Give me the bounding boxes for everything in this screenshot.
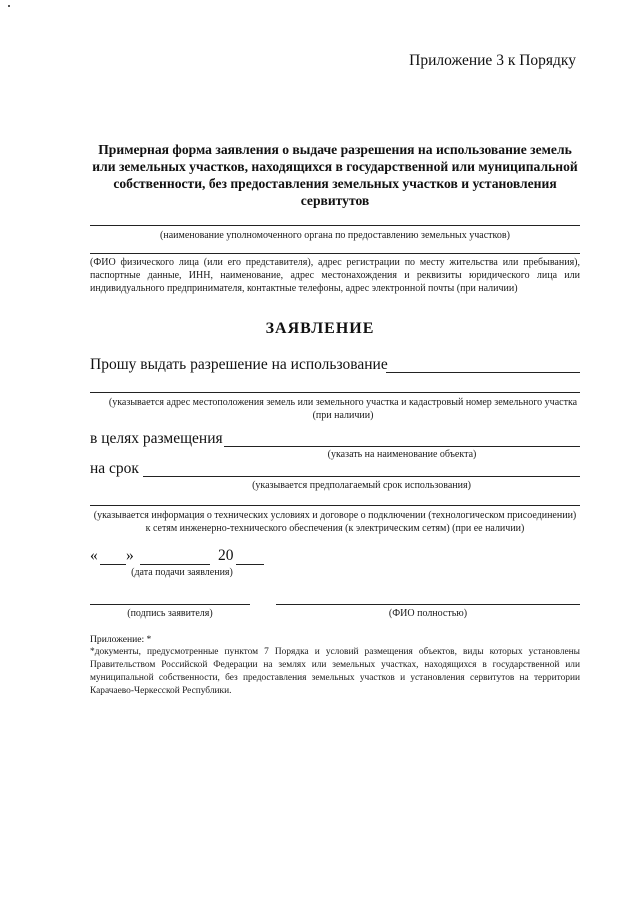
purpose-input-line[interactable] <box>224 446 580 447</box>
annex-note: *документы, предусмотренные пунктом 7 Порядка и условий размещения объектов, виды которых установлены Правительством Российской Федерации на землях или земельных участках, находящихся в государственной или муниципальной собственности, без предоставления земельных участков и установления сервитутов на территории Карачаево-Черкесской Республики. <box>90 647 580 696</box>
date-close-quote: » <box>126 547 134 564</box>
fio-caption: (ФИО полностью) <box>388 608 468 619</box>
applicant-line[interactable] <box>90 253 580 254</box>
signature-line[interactable] <box>90 604 250 605</box>
date-year-line[interactable] <box>236 564 264 565</box>
term-input-line[interactable] <box>143 476 580 477</box>
signature-caption: (подпись заявителя) <box>127 608 213 619</box>
date-month-line[interactable] <box>140 564 210 565</box>
request-input-line[interactable] <box>386 372 580 373</box>
purpose-label: в целях размещения <box>90 430 223 447</box>
annex-label: Приложение: * <box>90 634 152 645</box>
location-line[interactable] <box>90 392 580 393</box>
authority-caption: (наименование уполномоченного органа по предоставлению земельных участков) <box>160 230 510 241</box>
tech-conditions-caption: (указывается информация о технических условиях и договоре о подключении (технологическом присоединении) к сетям инженерно-технического обеспечения (к электрическим сетям) (при ее наличии) <box>93 510 577 534</box>
tech-conditions-line[interactable] <box>90 505 580 506</box>
object-caption: (указать на наименование объекта) <box>327 449 477 460</box>
date-year-prefix: 20 <box>218 547 234 564</box>
scan-speck <box>8 5 10 7</box>
term-caption: (указывается предполагаемый срок использования) <box>252 480 471 491</box>
appendix-note: Приложение 3 к Порядку <box>409 52 576 69</box>
location-caption: (указывается адрес местоположения земель или земельного участка и кадастровый номер земельного участка (при наличии) <box>108 397 578 421</box>
term-label: на срок <box>90 460 139 477</box>
authority-line[interactable] <box>90 225 580 226</box>
form-title: Примерная форма заявления о выдаче разрешения на использование земель или земельных участков, находящихся в государственной или муниципальной собственности, без предоставления земельных участков и установления сервитутов <box>92 142 578 208</box>
date-open-quote: « <box>90 547 98 564</box>
fio-line[interactable] <box>276 604 580 605</box>
statement-heading: ЗАЯВЛЕНИЕ <box>265 320 375 337</box>
request-label: Прошу выдать разрешение на использование <box>90 356 388 373</box>
date-caption: (дата подачи заявления) <box>131 567 233 578</box>
date-day-line[interactable] <box>100 564 126 565</box>
applicant-caption: (ФИО физического лица (или его представителя), адрес регистрации по месту жительства или пребывания), паспортные данные, ИНН, наименование, адрес местонахождения и реквизиты юридического лица или индивидуального предпринимателя, контактные телефоны, адрес электронной почты (при наличии) <box>90 257 580 294</box>
